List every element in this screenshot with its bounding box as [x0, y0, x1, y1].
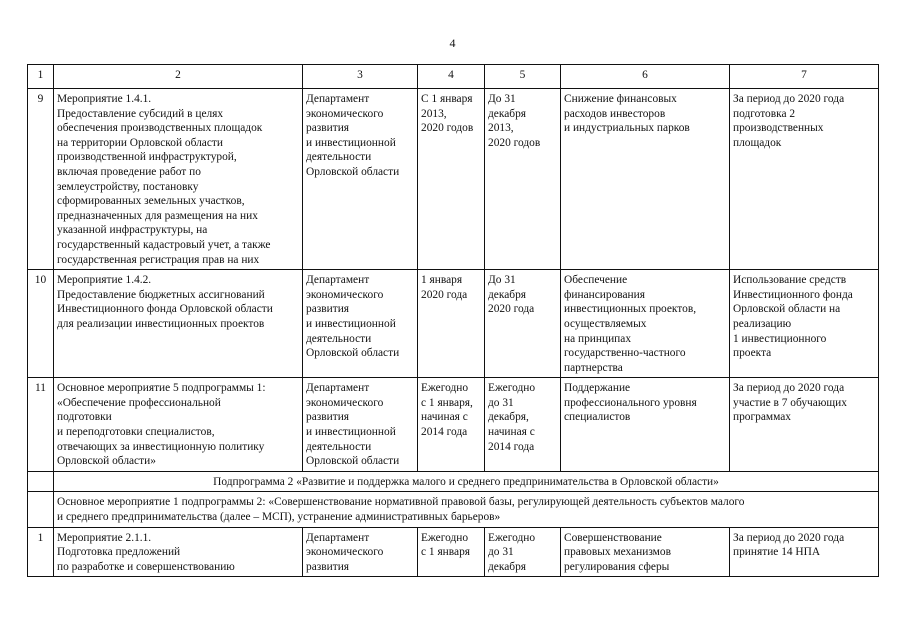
cell-line: отвечающих за инвестиционную политику	[57, 440, 265, 453]
cell-line: За период до 2020 года	[733, 93, 845, 105]
executor-cell	[303, 378, 418, 472]
cell-line: Поддержание	[564, 382, 631, 395]
indicator-cell	[730, 89, 879, 270]
cell-line: Инвестиционного фонда Орловской области	[57, 303, 273, 316]
cell-line: Департамент	[306, 274, 370, 287]
cell-line: по разработке и совершенствованию	[57, 560, 235, 573]
cell-line: Обеспечение	[564, 274, 628, 287]
cell-line: Ежегодно	[421, 531, 469, 544]
table-row	[28, 270, 879, 378]
cell-line: «Обеспечение профессиональной	[57, 396, 221, 409]
cell-line: Подготовка предложений	[57, 546, 181, 559]
cell-line: Основное мероприятие 5 подпрограммы 1:	[57, 382, 266, 395]
cell-line: финансирования	[564, 288, 645, 301]
main-event-row	[28, 492, 879, 527]
cell-line: обеспечения производственных площадок	[57, 122, 263, 135]
indicator-cell	[730, 527, 879, 577]
cell-line: и переподготовки специалистов,	[57, 426, 215, 439]
cell-line: Орловской области на	[733, 303, 841, 316]
cell-line: и инвестиционной	[306, 317, 396, 330]
cell-line: декабря	[488, 107, 526, 120]
row-number: 9	[28, 89, 54, 270]
cell-line: 2020 года	[421, 288, 468, 301]
cell-line: и инвестиционной	[306, 136, 396, 149]
end-date-cell	[485, 270, 561, 378]
column-number-row	[28, 65, 879, 89]
column-number-cell: 6	[561, 65, 730, 89]
event-cell	[54, 527, 303, 577]
subprogram-row	[28, 471, 879, 492]
cell-line: экономического	[306, 546, 384, 559]
cell-line: на территории Орловской области	[57, 136, 223, 149]
cell-line: Департамент	[306, 93, 370, 105]
column-number-cell: 7	[730, 65, 879, 89]
cell-line: программах	[733, 411, 791, 424]
cell-line: Предоставление бюджетных ассигнований	[57, 288, 265, 301]
cell-line: землеустройству, постановку	[57, 180, 199, 193]
cell-line: участие в 7 обучающих	[733, 396, 847, 409]
cell-line: Основное мероприятие 1 подпрограммы 2: «Совершенствование нормативной правовой базы, регулирующей деятельность субъектов малого	[57, 496, 745, 509]
cell-line: 2020 года	[488, 303, 535, 316]
row-number: 11	[28, 378, 54, 472]
empty-cell	[28, 471, 54, 492]
column-number-cell: 1	[28, 65, 54, 89]
column-number-cell: 4	[418, 65, 485, 89]
cell-line: начиная с	[488, 426, 535, 439]
cell-line: на принципах	[564, 332, 632, 345]
cell-line: 2013,	[421, 107, 447, 120]
start-date-cell	[418, 270, 485, 378]
cell-line: 2013,	[488, 122, 514, 135]
cell-line: расходов инвесторов	[564, 107, 666, 120]
cell-line: экономического	[306, 288, 384, 301]
cell-line: развития	[306, 411, 350, 424]
cell-line: деятельности	[306, 151, 372, 164]
cell-line: Орловской области	[306, 455, 400, 468]
cell-line: Совершенствование	[564, 531, 662, 544]
cell-line: экономического	[306, 396, 384, 409]
event-cell	[54, 270, 303, 378]
cell-line: деятельности	[306, 332, 372, 345]
cell-line: подготовка 2	[733, 107, 796, 120]
cell-line: осуществляемых	[564, 317, 647, 330]
cell-line: принятие 14 НПА	[733, 546, 821, 559]
cell-line: партнерства	[564, 361, 623, 374]
indicator-cell	[730, 378, 879, 472]
cell-line: начиная с	[421, 411, 468, 424]
cell-line: развития	[306, 560, 350, 573]
cell-line: За период до 2020 года	[733, 382, 845, 395]
cell-line: Мероприятие 1.4.2.	[57, 274, 152, 287]
cell-line: до 31	[488, 546, 514, 559]
start-date-cell	[418, 378, 485, 472]
cell-line: Ежегодно	[488, 382, 536, 395]
result-cell	[561, 270, 730, 378]
cell-line: правовых механизмов	[564, 546, 671, 559]
row-number: 10	[28, 270, 54, 378]
cell-line: декабря	[488, 288, 526, 301]
cell-line: декабря,	[488, 411, 529, 424]
result-cell	[561, 378, 730, 472]
result-cell	[561, 527, 730, 577]
cell-line: указанной инфраструктуры, на	[57, 224, 208, 237]
cell-line: профессионального уровня	[564, 396, 697, 409]
cell-line: Департамент	[306, 382, 370, 395]
column-number-cell: 5	[485, 65, 561, 89]
column-number-cell: 2	[54, 65, 303, 89]
cell-line: 1 января	[421, 274, 463, 287]
cell-line: 2020 годов	[421, 122, 474, 135]
table-row	[28, 89, 879, 270]
cell-line: экономического	[306, 107, 384, 120]
cell-line: Мероприятие 1.4.1.	[57, 93, 152, 105]
cell-line: Ежегодно	[488, 531, 536, 544]
cell-line: 2014 года	[488, 440, 535, 453]
main-event-title	[54, 492, 879, 527]
cell-line: подготовки	[57, 411, 112, 424]
program-events-table	[27, 64, 879, 577]
cell-line: специалистов	[564, 411, 631, 424]
cell-line: государственно-частного	[564, 347, 686, 360]
end-date-cell	[485, 378, 561, 472]
cell-line: деятельности	[306, 440, 372, 453]
empty-cell	[28, 492, 54, 527]
column-number-cell: 3	[303, 65, 418, 89]
cell-line: За период до 2020 года	[733, 531, 845, 544]
cell-line: с 1 января,	[421, 396, 473, 409]
table-row	[28, 527, 879, 577]
cell-line: включая проведение работ по	[57, 165, 201, 178]
indicator-cell	[730, 270, 879, 378]
start-date-cell	[418, 89, 485, 270]
cell-line: Департамент	[306, 531, 370, 544]
cell-line: проекта	[733, 347, 772, 360]
cell-line: реализацию	[733, 317, 792, 330]
executor-cell	[303, 527, 418, 577]
cell-line: Снижение финансовых	[564, 93, 677, 105]
page-number: 4	[449, 36, 456, 50]
cell-line: и среднего предпринимательства (далее – МСП), устранение административных барьеров»	[57, 511, 501, 524]
cell-line: До 31	[488, 274, 516, 287]
cell-line: до 31	[488, 396, 514, 409]
cell-line: 1 инвестиционного	[733, 332, 827, 345]
cell-line: До 31	[488, 93, 516, 105]
cell-line: и инвестиционной	[306, 426, 396, 439]
cell-line: предназначенных для размещения на них	[57, 209, 258, 222]
cell-line: 2014 года	[421, 426, 468, 439]
cell-line: государственная регистрация прав на них	[57, 253, 260, 266]
cell-line: государственный кадастровый учет, а также	[57, 238, 271, 251]
cell-line: Ежегодно	[421, 382, 469, 395]
cell-line: площадок	[733, 136, 782, 149]
start-date-cell	[418, 527, 485, 577]
cell-line: сформированных земельных участков,	[57, 195, 245, 208]
cell-line: Мероприятие 2.1.1.	[57, 531, 152, 544]
cell-line: инвестиционных проектов,	[564, 303, 697, 316]
end-date-cell	[485, 527, 561, 577]
event-cell	[54, 378, 303, 472]
cell-line: развития	[306, 122, 350, 135]
cell-line: производственной инфраструктурой,	[57, 151, 237, 164]
cell-line: регулирования сферы	[564, 560, 670, 573]
cell-line: Орловской области	[306, 165, 400, 178]
end-date-cell	[485, 89, 561, 270]
cell-line: Предоставление субсидий в целях	[57, 107, 224, 120]
row-number: 1	[28, 527, 54, 577]
cell-line: 2020 годов	[488, 136, 541, 149]
cell-line: С 1 января	[421, 93, 473, 105]
table-row	[28, 378, 879, 472]
executor-cell	[303, 270, 418, 378]
cell-line: развития	[306, 303, 350, 316]
cell-line: и индустриальных парков	[564, 122, 690, 135]
cell-line: с 1 января	[421, 546, 470, 559]
cell-line: Инвестиционного фонда	[733, 288, 853, 301]
cell-line: Орловской области»	[57, 455, 156, 468]
cell-line: Использование средств	[733, 274, 847, 287]
cell-line: декабря	[488, 560, 526, 573]
cell-line: производственных	[733, 122, 824, 135]
cell-line: для реализации инвестиционных проектов	[57, 317, 265, 330]
executor-cell	[303, 89, 418, 270]
subprogram-title: Подпрограмма 2 «Развитие и поддержка малого и среднего предпринимательства в Орловской области»	[54, 471, 879, 492]
result-cell	[561, 89, 730, 270]
cell-line: Орловской области	[306, 347, 400, 360]
event-cell	[54, 89, 303, 270]
